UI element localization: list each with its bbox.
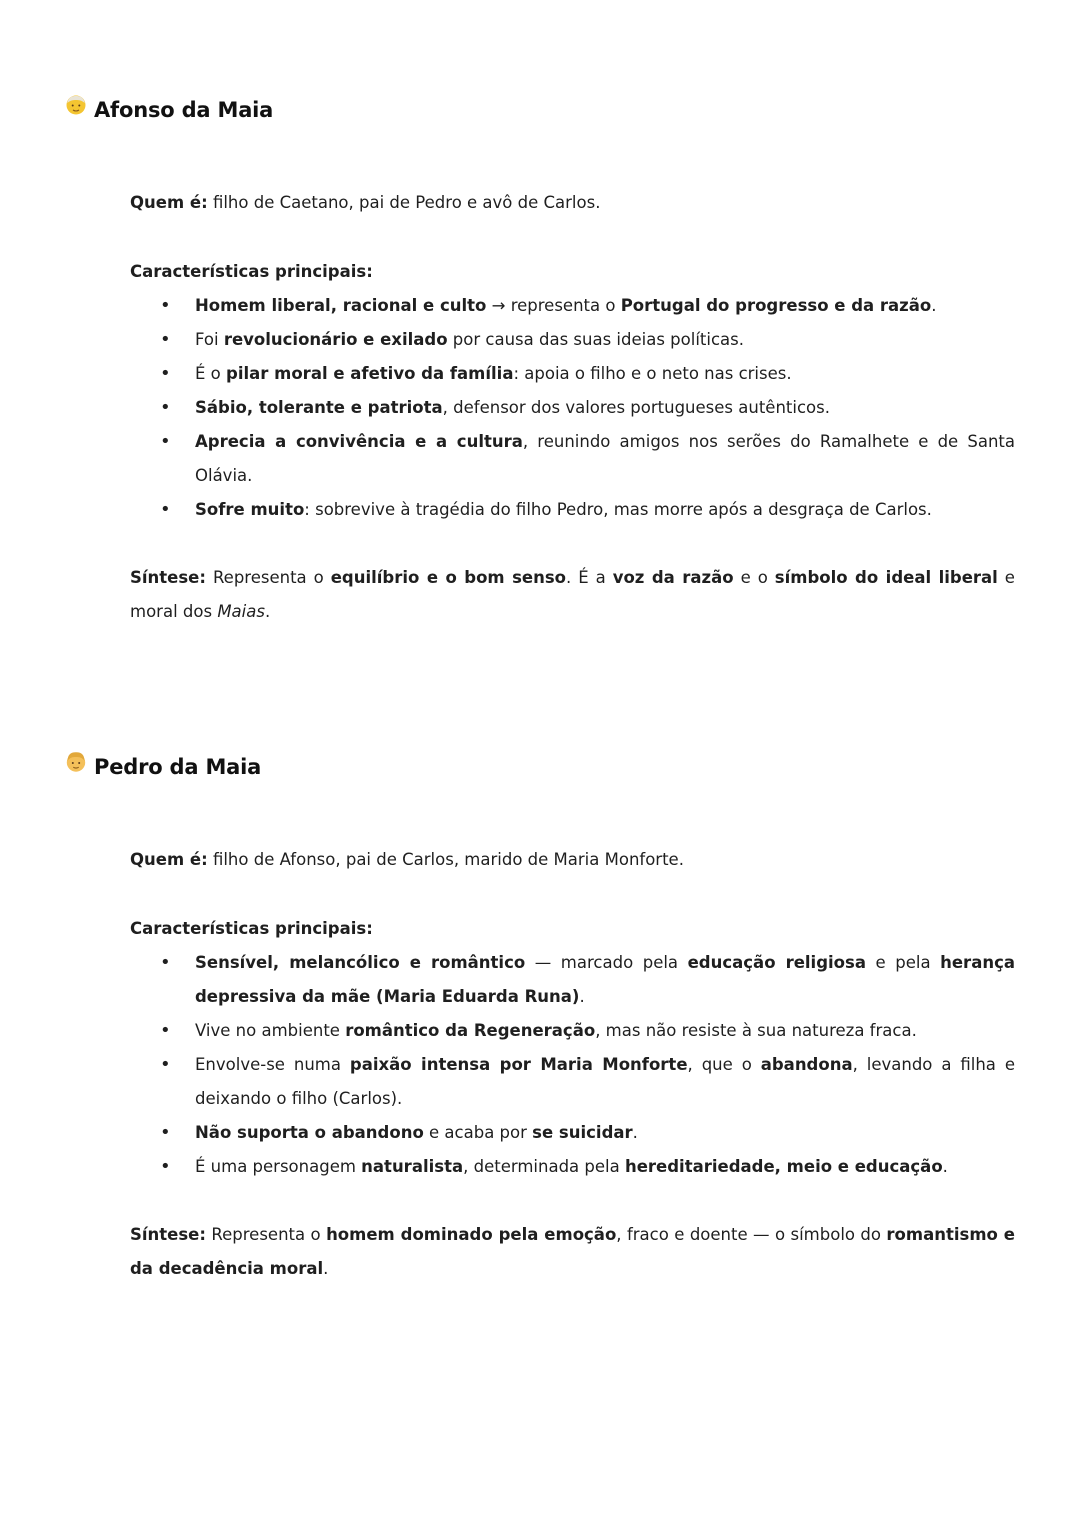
characteristic-item: [130, 391, 1015, 425]
text-run: e o: [733, 568, 775, 587]
who-is-label: Quem é:: [130, 193, 208, 212]
who-is-label: Quem é:: [130, 850, 208, 869]
text-run: romantismo e da decadência moral: [130, 1225, 1015, 1278]
text-run: — marcado pela: [525, 953, 688, 972]
characteristic-item: [130, 1048, 1015, 1116]
section-content: [130, 843, 1015, 1286]
who-is-text: filho de Afonso, pai de Carlos, marido de Maria Monforte.: [212, 850, 684, 869]
text-run: naturalista: [361, 1157, 464, 1176]
text-run: → representa o: [486, 296, 621, 315]
characteristics-list: [130, 946, 1015, 1184]
text-run: educação religiosa: [687, 953, 866, 972]
section-content: [130, 186, 1015, 629]
text-run: Foi: [195, 330, 224, 349]
text-run: .: [942, 1157, 948, 1176]
characteristic-item: [130, 425, 1015, 493]
who-is-line: [130, 186, 1015, 220]
text-run: voz da razão: [612, 568, 734, 587]
text-run: : apoia o filho e o neto nas crises.: [513, 364, 792, 383]
text-run: É o: [195, 364, 227, 383]
characteristic-item: [130, 357, 1015, 391]
characteristic-item: [130, 1014, 1015, 1048]
text-run: É uma personagem: [195, 1157, 362, 1176]
text-run: , mas não resiste à sua natureza fraca.: [595, 1021, 917, 1040]
characteristic-item: [130, 946, 1015, 1014]
section-title: Afonso da Maia: [94, 98, 274, 122]
text-run: Representa o: [205, 568, 331, 587]
character-section-afonso: [0, 92, 1080, 629]
text-run: Vive no ambiente: [195, 1021, 346, 1040]
text-run: , que o: [687, 1055, 761, 1074]
text-run: romântico da Regeneração: [345, 1021, 596, 1040]
synthesis-paragraph: [130, 1218, 1015, 1286]
text-run: Síntese:: [130, 568, 206, 587]
characteristic-item: [130, 493, 1015, 527]
characteristics-heading: Características principais:: [130, 919, 373, 938]
characteristic-item: [130, 1150, 1015, 1184]
text-run: Não suporta o abandono: [195, 1123, 424, 1142]
synthesis-paragraph: [130, 561, 1015, 629]
text-run: Sensível, melancólico e romântico: [195, 953, 526, 972]
characteristic-item: [130, 289, 1015, 323]
text-run: Homem liberal, racional e culto: [195, 296, 487, 315]
text-run: Maias: [217, 602, 265, 621]
text-run: equilíbrio e o bom senso: [330, 568, 567, 587]
text-run: , defensor dos valores portugueses autênticos.: [442, 398, 830, 417]
text-run: .: [264, 602, 271, 621]
text-run: .: [632, 1123, 638, 1142]
character-section-pedro: [0, 749, 1080, 1286]
text-run: e moral dos: [130, 568, 1015, 621]
characteristic-item: [130, 323, 1015, 357]
text-run: .: [931, 296, 937, 315]
text-run: hereditariedade, meio e educação: [624, 1157, 943, 1176]
text-run: Envolve-se numa: [195, 1055, 350, 1074]
characteristic-item: [130, 1116, 1015, 1150]
who-is-line: [130, 843, 1015, 877]
text-run: se suicidar: [532, 1123, 633, 1142]
text-run: Sábio, tolerante e patriota: [195, 398, 443, 417]
section-heading: [0, 92, 1080, 128]
text-run: , levando a filha e deixando o filho (Carlos).: [195, 1055, 1015, 1108]
text-run: símbolo do ideal liberal: [774, 568, 998, 587]
text-run: Síntese:: [130, 1225, 206, 1244]
young-man-emoji-icon: [65, 750, 87, 774]
text-run: : sobrevive à tragédia do filho Pedro, mas morre após a desgraça de Carlos.: [304, 500, 932, 519]
text-run: paixão intensa por Maria Monforte: [349, 1055, 688, 1074]
text-run: homem dominado pela emoção: [326, 1225, 617, 1244]
section-title: Pedro da Maia: [94, 755, 262, 779]
text-run: .: [323, 1259, 329, 1278]
characteristics-list: [130, 289, 1015, 527]
text-run: e acaba por: [423, 1123, 533, 1142]
text-run: revolucionário e exilado: [223, 330, 448, 349]
text-run: pilar moral e afetivo da família: [226, 364, 514, 383]
text-run: e pela: [865, 953, 941, 972]
text-run: . É a: [566, 568, 613, 587]
text-run: Sofre muito: [195, 500, 305, 519]
old-man-emoji-icon: [65, 93, 87, 117]
text-run: , reunindo amigos nos serões do Ramalhete e de Santa Olávia.: [195, 432, 1015, 485]
text-run: Aprecia a convivência e a cultura: [195, 432, 523, 451]
section-heading: [0, 749, 1080, 785]
text-run: abandona: [760, 1055, 853, 1074]
text-run: herança depressiva da mãe (Maria Eduarda Runa): [195, 953, 1015, 1006]
text-run: , fraco e doente — o símbolo do: [616, 1225, 887, 1244]
characteristics-heading: Características principais:: [130, 262, 373, 281]
text-run: .: [579, 987, 585, 1006]
who-is-text: filho de Caetano, pai de Pedro e avô de Carlos.: [212, 193, 601, 212]
text-run: Representa o: [205, 1225, 327, 1244]
text-run: Portugal do progresso e da razão: [620, 296, 932, 315]
text-run: , determinada pela: [463, 1157, 625, 1176]
text-run: por causa das suas ideias políticas.: [447, 330, 744, 349]
